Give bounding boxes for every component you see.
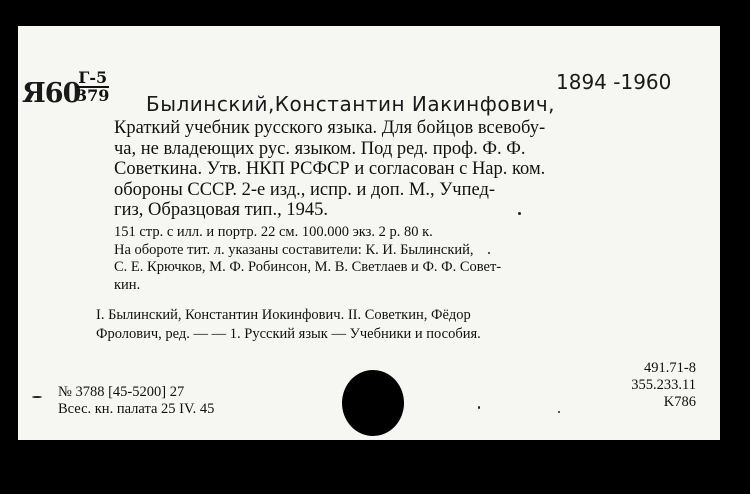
- tracing-line: I. Былинский, Константин Иокинфович. II. Советкин, Фёдор: [96, 307, 471, 323]
- physical-line: кин.: [114, 276, 141, 293]
- record-info: [58, 384, 214, 418]
- shelfmark-fraction: [76, 70, 109, 104]
- physical-line: На обороте тит. л. указаны составители: К. И. Былинский,: [114, 241, 474, 258]
- ink-speck: [32, 396, 42, 398]
- catalog-card: [18, 26, 720, 440]
- physical-line: 151 стр. с илл. и портр. 22 см. 100.000 экз. 2 р. 80 к.: [114, 224, 433, 240]
- description-line: ча, не владеющих рус. языком. Под ред. проф. Ф. Ф.: [114, 138, 526, 159]
- shelfmark-top: Г-5: [76, 70, 109, 88]
- description-line: Советкина. Утв. НКП РСФСР и согласован с Нар. ком.: [114, 159, 546, 179]
- ink-speck: [558, 411, 560, 413]
- class-number: 491.71-8: [644, 360, 696, 376]
- ink-speck: [518, 212, 521, 215]
- record-number: № 3788 [45-5200] 27: [58, 384, 185, 400]
- shelfmark-bottom: 379: [76, 86, 110, 105]
- shelfmark: Я60: [22, 78, 81, 109]
- handwritten-author: Былинский,Константин Иакинфович,: [146, 92, 556, 116]
- class-number: 355.233.11: [631, 377, 696, 393]
- physical-description: [114, 224, 714, 294]
- bibliographic-description: [114, 118, 704, 221]
- classification: [631, 360, 696, 411]
- ink-speck: [488, 252, 490, 254]
- physical-line: С. Е. Крючков, М. Ф. Робинсон, М. В. Светлаев и Ф. Ф. Совет-: [114, 259, 502, 275]
- author-mark: K786: [663, 394, 696, 410]
- ink-speck: [478, 406, 480, 409]
- description-line: Краткий учебник русского языка. Для бойцов всевобу-: [114, 118, 546, 138]
- handwritten-years: 1894 -1960: [556, 70, 672, 94]
- punch-hole: [342, 370, 404, 436]
- tracing-line: Фролович, ред. — — 1. Русский язык — Учебники и пособия.: [96, 326, 481, 342]
- record-source: Всес. кн. палата 25 IV. 45: [58, 401, 215, 417]
- description-line: обороны СССР. 2-е изд., испр. и доп. М., Учпед-: [114, 179, 496, 200]
- description-line: гиз, Образцовая тип., 1945.: [114, 200, 328, 220]
- tracing: [96, 306, 481, 344]
